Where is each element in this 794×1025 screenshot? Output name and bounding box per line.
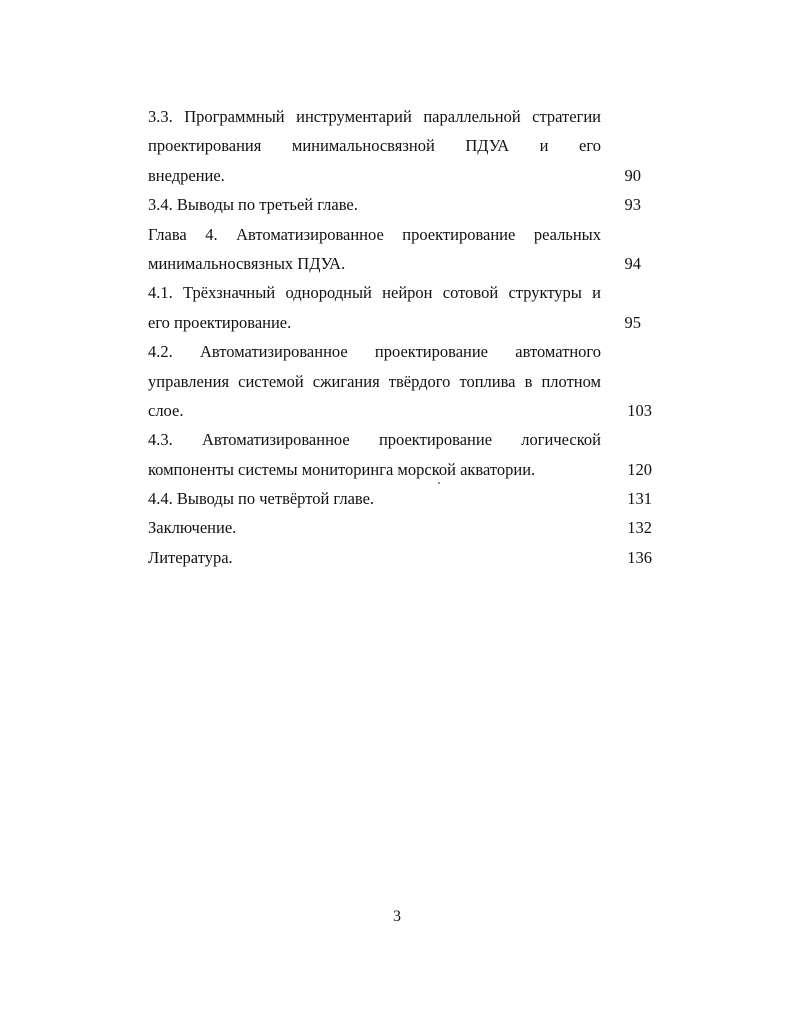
toc-line xyxy=(148,308,652,337)
toc-entry-text: компоненты системы мониторинга морской акватории. xyxy=(148,459,536,479)
toc-line xyxy=(148,190,652,219)
toc-entry-text: 4.2. Автоматизированное проектирование автоматного xyxy=(148,342,601,362)
toc-entry-text: его проектирование. xyxy=(148,312,292,332)
toc-line xyxy=(148,249,652,278)
page-number: 3 xyxy=(393,908,401,925)
toc-line xyxy=(148,337,652,366)
toc-entry-text: 4.4. Выводы по четвёртой главе. xyxy=(148,489,375,509)
toc-line xyxy=(148,513,652,542)
toc-line xyxy=(148,367,652,396)
toc-line xyxy=(148,425,652,454)
scan-speck xyxy=(438,482,440,484)
toc-line xyxy=(148,102,652,131)
toc-entry-text: Литература. xyxy=(148,547,233,567)
toc-line xyxy=(148,278,652,307)
toc-page-number: 132 xyxy=(627,518,652,538)
toc-line xyxy=(148,484,652,513)
toc-entry-text: 4.1. Трёхзначный однородный нейрон сотовой структуры и xyxy=(148,283,601,303)
toc-page-number: 120 xyxy=(627,459,652,479)
toc-line xyxy=(148,161,652,190)
toc-page-number: 93 xyxy=(624,195,641,215)
toc-entry-text: 3.4. Выводы по третьей главе. xyxy=(148,195,358,215)
toc-entry-text: управления системой сжигания твёрдого топлива в плотном xyxy=(148,371,601,391)
toc-page-number: 94 xyxy=(624,253,641,273)
toc-page-number: 90 xyxy=(624,165,641,185)
toc-entry-text: Глава 4. Автоматизированное проектирование реальных xyxy=(148,224,601,244)
toc-page-number: 103 xyxy=(627,400,652,420)
toc-entry-text: проектирования минимальносвязной ПДУА и его xyxy=(148,136,601,156)
toc-entry-text: Заключение. xyxy=(148,518,237,538)
toc-line xyxy=(148,455,652,484)
toc-entry-text: внедрение. xyxy=(148,165,225,185)
toc-line xyxy=(148,131,652,160)
toc-entry-text: минимальносвязных ПДУА. xyxy=(148,253,346,273)
toc-entry-text: 4.3. Автоматизированное проектирование логической xyxy=(148,430,601,450)
toc-page-number: 131 xyxy=(627,489,652,509)
toc-line xyxy=(148,396,652,425)
toc-line xyxy=(148,543,652,572)
toc-entry-text: слое. xyxy=(148,400,184,420)
toc-page-number: 95 xyxy=(624,312,641,332)
toc-entry-text: 3.3. Программный инструментарий параллельной стратегии xyxy=(148,107,601,126)
toc-line xyxy=(148,220,652,249)
table-of-contents xyxy=(148,102,652,572)
toc-page-number: 136 xyxy=(627,547,652,567)
